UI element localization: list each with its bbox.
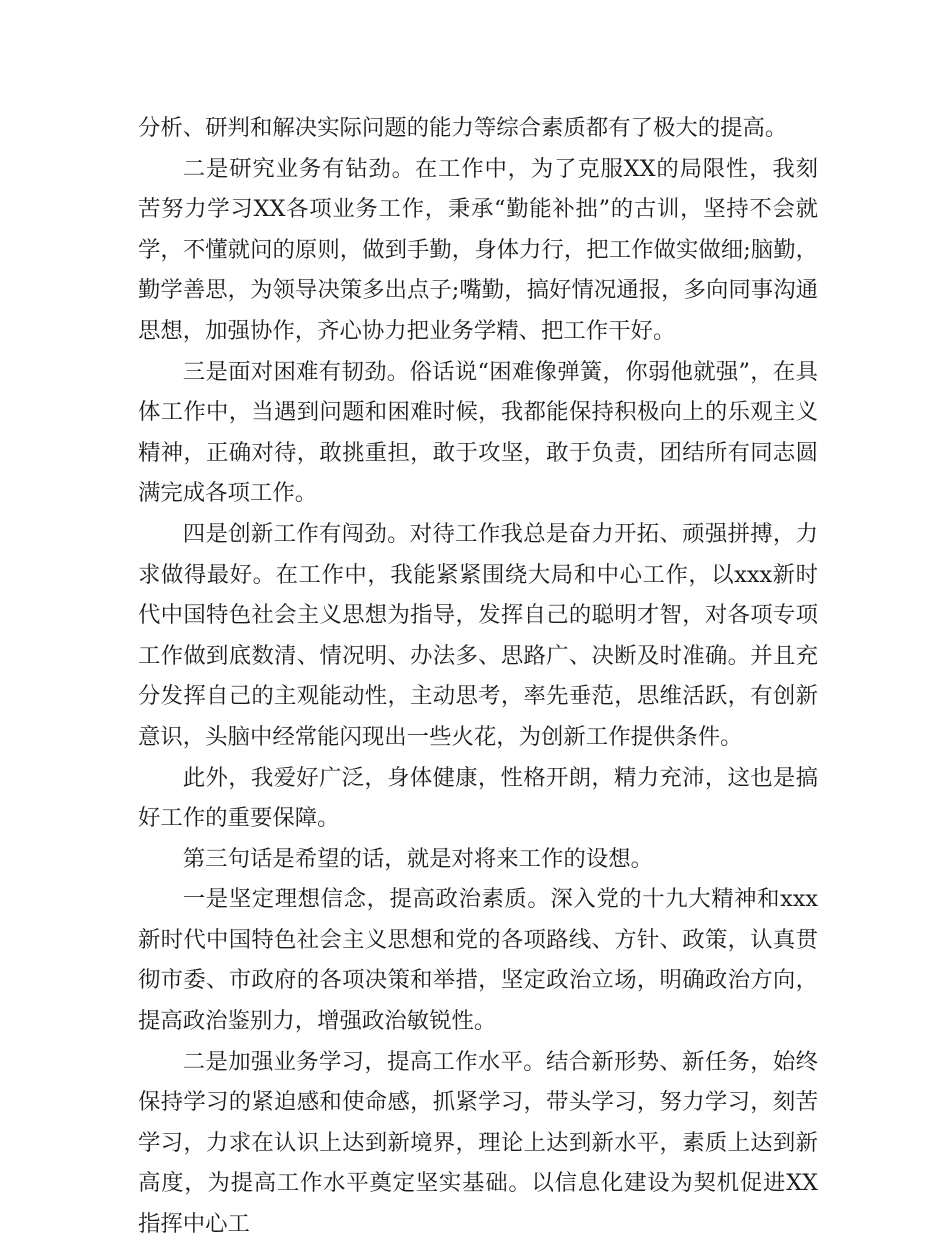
paragraph-hobbies-health: 此外，我爱好广泛，身体健康，性格开朗，精力充沛，这也是搞好工作的重要保障。 [138,764,818,832]
paragraph-continuation: 分析、研判和解决实际问题的能力等综合素质都有了极大的提高。 [138,115,788,141]
paragraph-third-sentence: 第三句话是希望的话，就是对将来工作的设想。 [182,845,653,872]
paragraph-innovation: 四是创新工作有闯劲。对待工作我总是奋力开拓、顽强拼搏，力求做得最好。在工作中，我能紧紧围绕大局和中心工作，以xxx新时代中国特色社会主义思想为指导，发挥自己的聪明才智，对各项专项工作做到底数清、情况明、办法多、思路广、决断及时准确。并且充分发挥自己的主观能动性，主动思考，率先垂范，思维活跃，有创新意识，头脑中经常能闪现出一些火花，为创新工作提供条件。 [138,520,818,750]
paragraph-political-quality: 一是坚定理想信念，提高政治素质。深入党的十九大精神和xxx新时代中国特色社会主义思想和党的各项路线、方针、政策，认真贯彻市委、市政府的各项决策和举措，坚定政治立场，明确政治方向，提高政治鉴别力，增强政治敏锐性。 [138,886,818,1035]
paragraph-research-diligence: 二是研究业务有钻劲。在工作中，为了克服XX的局限性，我刻苦努力学习XX各项业务工作，秉承“勤能补拙”的古训，坚持不会就学，不懂就问的原则，做到手勤，身体力行，把工作做实做细;脑勤，勤学善思，为领导决策多出点子;嘴勤，搞好情况通报，多向同事沟通思想，加强协作，齐心协力把业务学精、把工作干好。 [138,155,818,344]
paragraph-facing-difficulty: 三是面对困难有韧劲。俗话说“困难像弹簧，你弱他就强”，在具体工作中，当遇到问题和困难时候，我都能保持积极向上的乐观主义精神，正确对待，敢挑重担，敢于攻坚，敢于负责，团结所有同志圆满完成各项工作。 [138,358,818,507]
paragraph-business-study: 二是加强业务学习，提高工作水平。结合新形势、新任务，始终保持学习的紧迫感和使命感，抓紧学习，带头学习，努力学习，刻苦学习，力求在认识上达到新境界，理论上达到新水平，素质上达到新高度，为提高工作水平奠定坚实基础。以信息化建设为契机促进XX指挥中心工 [138,1048,818,1238]
document-body [138,108,818,1245]
